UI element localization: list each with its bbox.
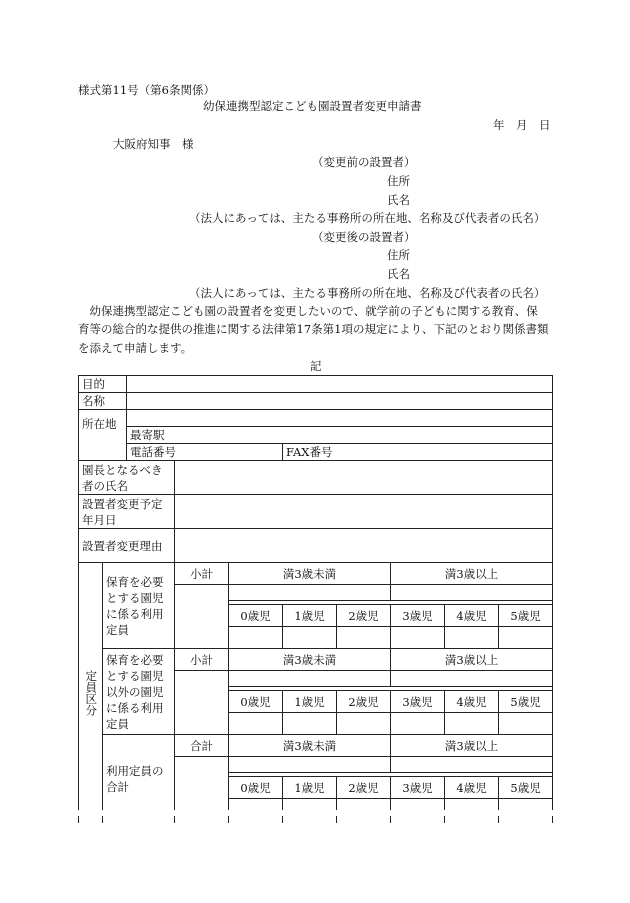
group3-age5: 5歳児	[499, 777, 553, 799]
body-line-3: を添えて申請します。	[78, 341, 193, 355]
group2-under3-header: 満3歳未満	[229, 649, 391, 671]
group3-age3: 3歳児	[391, 777, 445, 799]
group3-age4: 4歳児	[445, 777, 499, 799]
after-address-label: 住所	[387, 248, 410, 262]
before-address-label: 住所	[387, 174, 410, 188]
group1-age0: 0歳児	[229, 605, 283, 627]
group1-over3-header: 満3歳以上	[391, 563, 553, 585]
page-cut-mask	[78, 810, 553, 816]
group2-over3-value[interactable]	[391, 671, 553, 687]
group3-label: 利用定員の合計	[103, 735, 175, 823]
group1-age1: 1歳児	[283, 605, 337, 627]
capacity-category-label: 定員区分	[84, 669, 99, 716]
group2-age4-value[interactable]	[445, 713, 499, 735]
location-label: 所在地	[79, 410, 127, 461]
before-name-label: 氏名	[387, 193, 410, 207]
group1-age4-value[interactable]	[445, 627, 499, 649]
after-heading: （変更後の設置者）	[312, 230, 416, 244]
date-line: 年 月 日	[493, 118, 551, 132]
group2-subtotal-label: 小計	[175, 649, 229, 671]
group2-age0: 0歳児	[229, 691, 283, 713]
change-reason-field[interactable]	[175, 529, 553, 563]
group2-age3-value[interactable]	[391, 713, 445, 735]
group1-subtotal-value[interactable]	[175, 585, 229, 649]
purpose-field[interactable]	[127, 376, 553, 393]
group1-label: 保育を必要とする園児に係る利用定員	[103, 563, 175, 649]
group2-over3-header: 満3歳以上	[391, 649, 553, 671]
group1-under3-value[interactable]	[229, 585, 391, 601]
group2-age5-value[interactable]	[499, 713, 553, 735]
group2-age4: 4歳児	[445, 691, 499, 713]
group1-age2-value[interactable]	[337, 627, 391, 649]
group2-age5: 5歳児	[499, 691, 553, 713]
addressee: 大阪府知事 様	[113, 137, 194, 151]
group3-under3-header: 満3歳未満	[229, 735, 391, 757]
change-date-field[interactable]	[175, 495, 553, 529]
group1-age5: 5歳児	[499, 605, 553, 627]
group2-age1: 1歳児	[283, 691, 337, 713]
body-line-1: 幼保連携型認定こども園の設置者を変更したいので、就学前の子どもに関する教育、保	[78, 304, 538, 318]
group2-label: 保育を必要とする園児以外の園児に係る利用定員	[103, 649, 175, 735]
location-field[interactable]	[127, 410, 553, 427]
group2-subtotal-value[interactable]	[175, 671, 229, 735]
change-reason-label: 設置者変更理由	[79, 529, 175, 563]
group1-age4: 4歳児	[445, 605, 499, 627]
group1-over3-value[interactable]	[391, 585, 553, 601]
director-name-field[interactable]	[175, 461, 553, 495]
group3-over3-value[interactable]	[391, 757, 553, 773]
group3-under3-value[interactable]	[229, 757, 391, 773]
change-date-label: 設置者変更予定年月日	[79, 495, 175, 529]
phone-label[interactable]: 電話番号	[127, 444, 283, 461]
body-line-2: 育等の総合的な提供の推進に関する法律第17条第1項の規定により、下記のとおり関係書類	[78, 322, 549, 336]
group3-age1: 1歳児	[283, 777, 337, 799]
group1-age2: 2歳児	[337, 605, 391, 627]
before-heading: （変更前の設置者）	[312, 155, 416, 169]
group1-under3-header: 満3歳未満	[229, 563, 391, 585]
group3-total-label: 合計	[175, 735, 229, 757]
facility-name-label: 名称	[79, 393, 127, 410]
after-corp-note: （法人にあっては、主たる事務所の所在地、名称及び代表者の氏名）	[189, 286, 546, 300]
group2-age1-value[interactable]	[283, 713, 337, 735]
group2-under3-value[interactable]	[229, 671, 391, 687]
capacity-category-cell	[79, 563, 103, 823]
fax-label[interactable]: FAX番号	[283, 444, 553, 461]
director-name-label: 園長となるべき者の氏名	[79, 461, 175, 495]
group3-over3-header: 満3歳以上	[391, 735, 553, 757]
group2-age3: 3歳児	[391, 691, 445, 713]
facility-name-field[interactable]	[127, 393, 553, 410]
document-title: 幼保連携型認定こども園設置者変更申請書	[203, 99, 422, 113]
group1-age3: 3歳児	[391, 605, 445, 627]
group1-subtotal-label: 小計	[175, 563, 229, 585]
purpose-label: 目的	[79, 376, 127, 393]
group1-age0-value[interactable]	[229, 627, 283, 649]
group3-age2: 2歳児	[337, 777, 391, 799]
group1-age1-value[interactable]	[283, 627, 337, 649]
group2-age2-value[interactable]	[337, 713, 391, 735]
group3-age0: 0歳児	[229, 777, 283, 799]
group1-age3-value[interactable]	[391, 627, 445, 649]
after-name-label: 氏名	[387, 267, 410, 281]
ki-heading: 記	[310, 359, 322, 373]
group2-age2: 2歳児	[337, 691, 391, 713]
group1-age5-value[interactable]	[499, 627, 553, 649]
before-corp-note: （法人にあっては、主たる事務所の所在地、名称及び代表者の氏名）	[189, 211, 546, 225]
application-table	[78, 375, 553, 823]
group2-age0-value[interactable]	[229, 713, 283, 735]
form-number: 様式第11号（第6条関係）	[78, 83, 215, 97]
nearest-station-label[interactable]: 最寄駅	[127, 427, 553, 444]
